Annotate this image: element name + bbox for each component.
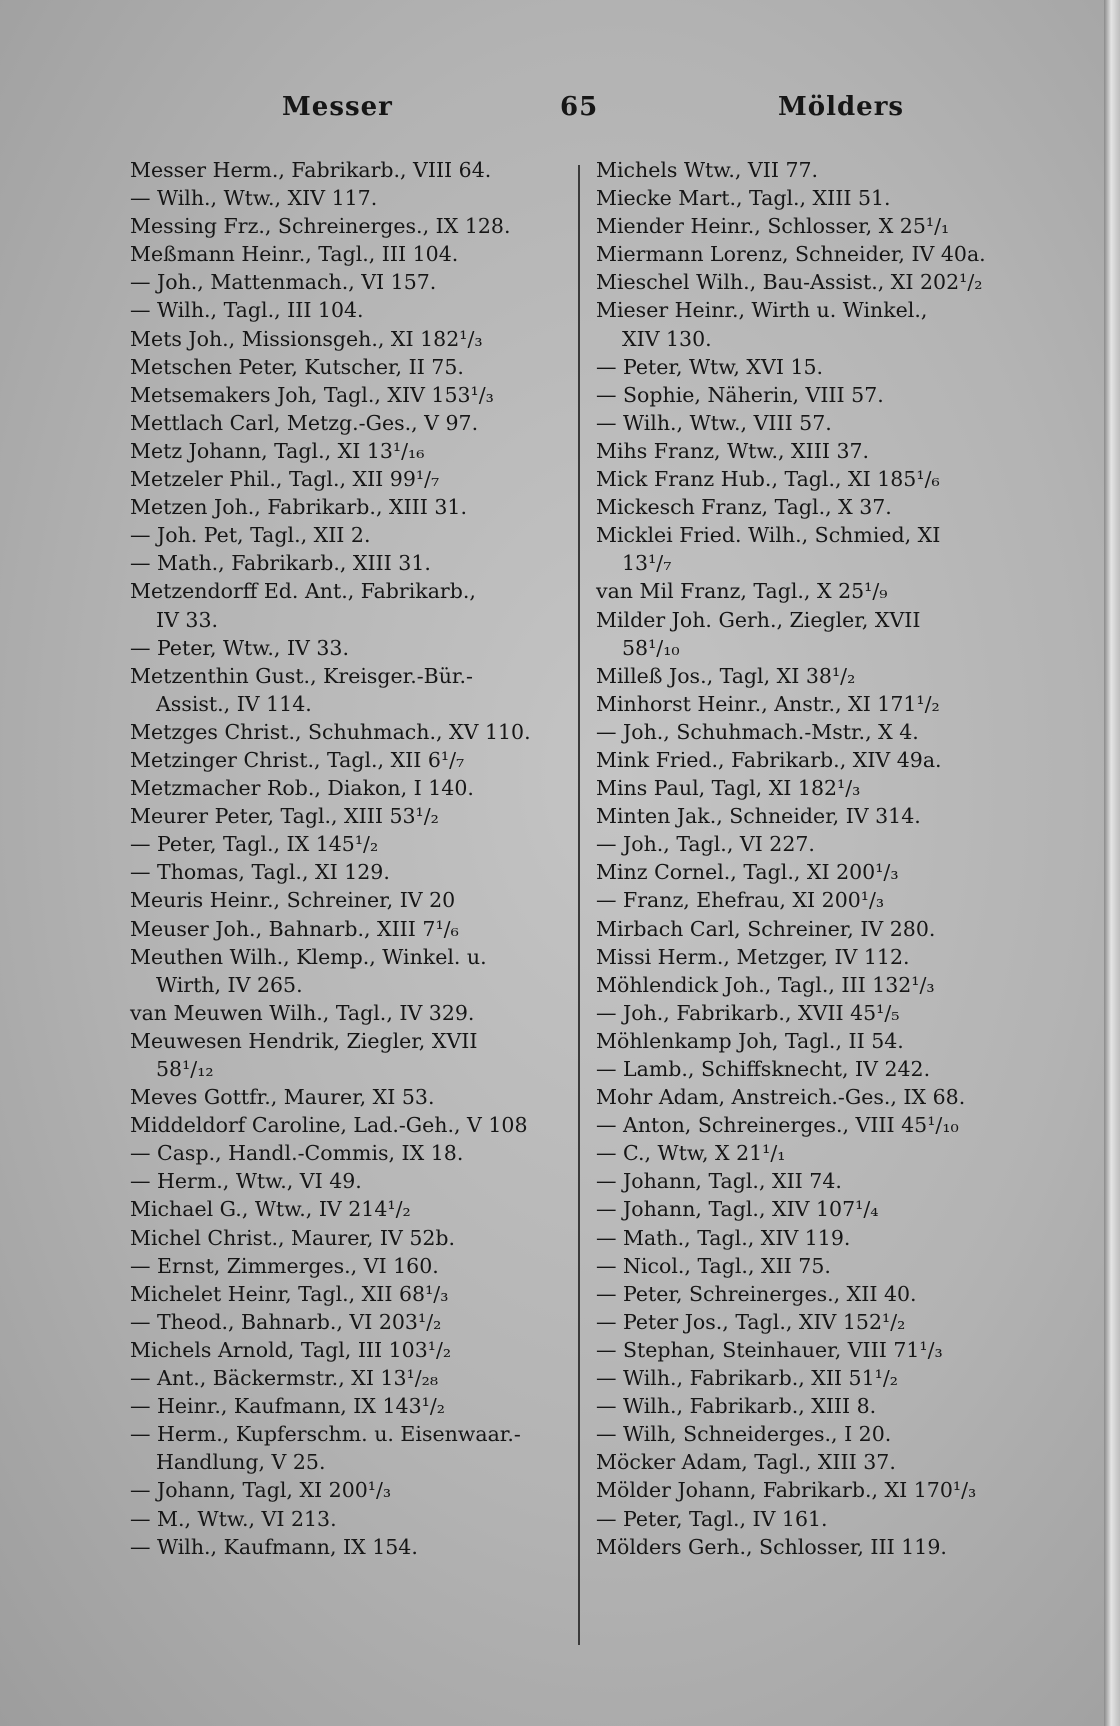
directory-entry: Minten Jak., Schneider, IV 314. [596, 804, 921, 829]
directory-entry: Mins Paul, Tagl, XI 182¹/₃ [596, 776, 861, 801]
directory-entry: — Nicol., Tagl., XII 75. [596, 1253, 831, 1278]
directory-entry: — Theod., Bahnarb., VI 203¹/₂ [130, 1309, 442, 1334]
directory-entry: — Wilh, Schneiderges., I 20. [596, 1422, 892, 1447]
directory-entry: — Johann, Tagl., XIV 107¹/₄ [596, 1197, 879, 1222]
directory-entry: Milleß Jos., Tagl, XI 38¹/₂ [596, 663, 856, 688]
directory-entry: — Wilh., Kaufmann, IX 154. [130, 1534, 418, 1559]
directory-entry: — Wilh., Wtw., XIV 117. [130, 186, 378, 211]
directory-entry: — Lamb., Schiffsknecht, IV 242. [596, 1057, 931, 1081]
header-left-catchword: Messer [282, 92, 393, 122]
directory-entry: Wirth, IV 265. [156, 972, 303, 997]
directory-entry: Metzges Christ., Schuhmach., XV 110. [130, 719, 531, 744]
directory-entry: — Wilh., Tagl., III 104. [130, 298, 364, 323]
directory-entry: — Math., Fabrikarb., XIII 31. [130, 551, 431, 576]
header-right-catchword: Mölders [778, 92, 905, 122]
directory-entry: Metsemakers Joh, Tagl., XIV 153¹/₃ [130, 382, 494, 407]
directory-entry: Metzinger Christ., Tagl., XII 6¹/₇ [130, 747, 465, 772]
directory-entry: Missi Herm., Metzger, IV 112. [596, 944, 910, 969]
directory-entry: Michael G., Wtw., IV 214¹/₂ [130, 1197, 411, 1222]
directory-entry: Mickesch Franz, Tagl., X 37. [596, 495, 892, 520]
directory-entry: — Peter, Schreinerges., XII 40. [596, 1281, 917, 1306]
directory-entry: — Joh., Schuhmach.-Mstr., X 4. [596, 719, 919, 744]
directory-entry: Meßmann Heinr., Tagl., III 104. [130, 242, 459, 267]
directory-entry: van Meuwen Wilh., Tagl., IV 329. [130, 1000, 475, 1025]
directory-entry: Metzeler Phil., Tagl., XII 99¹/₇ [130, 467, 440, 492]
directory-entry: — Franz, Ehefrau, XI 200¹/₃ [596, 888, 885, 913]
directory-entry: Meurer Peter, Tagl., XIII 53¹/₂ [130, 804, 439, 829]
directory-entry: van Mil Franz, Tagl., X 25¹/₉ [596, 579, 888, 604]
directory-entry: Assist., IV 114. [156, 691, 312, 716]
directory-entry: — Math., Tagl., XIV 119. [596, 1225, 851, 1250]
directory-entry: 13¹/₇ [622, 551, 672, 576]
directory-entry: — Joh., Fabrikarb., XVII 45¹/₅ [596, 1000, 900, 1025]
directory-entry: Mets Joh., Missionsgeh., XI 182¹/₃ [130, 326, 483, 351]
directory-entry: — Johann, Tagl, XI 200¹/₃ [130, 1478, 392, 1503]
directory-entry: — Thomas, Tagl., XI 129. [130, 860, 390, 885]
directory-entry: — Peter, Tagl., IV 161. [596, 1506, 828, 1531]
directory-entry: Mölders Gerh., Schlosser, III 119. [596, 1534, 947, 1559]
directory-entry: Metzenthin Gust., Kreisger.-Bür.- [130, 663, 473, 688]
directory-entry: — Peter, Wtw., IV 33. [130, 635, 349, 660]
directory-entry: Mirbach Carl, Schreiner, IV 280. [596, 916, 936, 941]
directory-entry: Mick Franz Hub., Tagl., XI 185¹/₆ [596, 467, 940, 492]
page-number: 65 [560, 92, 599, 122]
directory-entry: Michels Arnold, Tagl, III 103¹/₂ [130, 1337, 452, 1362]
directory-entry: — Herm., Wtw., VI 49. [130, 1169, 362, 1194]
column-divider [578, 165, 580, 1645]
directory-entry: — Peter Jos., Tagl., XIV 152¹/₂ [596, 1309, 906, 1334]
directory-entry: — Ant., Bäckermstr., XI 13¹/₂₈ [130, 1366, 439, 1391]
directory-entry: — Peter, Wtw, XVI 15. [596, 354, 824, 379]
directory-entry: Miermann Lorenz, Schneider, IV 40a. [596, 242, 986, 267]
directory-entry: — Herm., Kupferschm. u. Eisenwaar.- [130, 1422, 521, 1447]
directory-entry: — Joh., Mattenmach., VI 157. [130, 270, 437, 295]
directory-entry: Mettlach Carl, Metzg.-Ges., V 97. [130, 410, 479, 435]
directory-entry: Metzen Joh., Fabrikarb., XIII 31. [130, 495, 467, 520]
page-binding-edge [1104, 0, 1120, 1726]
directory-entry: Miecke Mart., Tagl., XIII 51. [596, 186, 891, 211]
directory-entry: Metzendorff Ed. Ant., Fabrikarb., [130, 579, 476, 604]
directory-entry: Michels Wtw., VII 77. [596, 158, 819, 182]
directory-entry: Meuthen Wilh., Klemp., Winkel. u. [130, 944, 487, 969]
directory-entry: Miender Heinr., Schlosser, X 25¹/₁ [596, 214, 950, 239]
directory-entry: Milder Joh. Gerh., Ziegler, XVII [596, 607, 921, 632]
left-column [130, 156, 570, 1561]
directory-entry: Mihs Franz, Wtw., XIII 37. [596, 438, 870, 463]
directory-entry: Messer Herm., Fabrikarb., VIII 64. [130, 158, 492, 182]
directory-entry: Meves Gottfr., Maurer, XI 53. [130, 1085, 435, 1110]
directory-entry: — Heinr., Kaufmann, IX 143¹/₂ [130, 1394, 445, 1419]
directory-entry: Minz Cornel., Tagl., XI 200¹/₃ [596, 860, 899, 885]
directory-entry: Metschen Peter, Kutscher, II 75. [130, 354, 464, 379]
directory-entry: — Johann, Tagl., XII 74. [596, 1169, 842, 1194]
directory-entry: Mohr Adam, Anstreich.-Ges., IX 68. [596, 1085, 966, 1110]
directory-entry: — Joh., Tagl., VI 227. [596, 832, 815, 857]
directory-entry: XIV 130. [622, 326, 712, 351]
directory-entry: Metzmacher Rob., Diakon, I 140. [130, 776, 474, 801]
directory-entry: Messing Frz., Schreinerges., IX 128. [130, 214, 511, 239]
directory-entry: Michel Christ., Maurer, IV 52b. [130, 1225, 456, 1250]
directory-entry: — Wilh., Wtw., VIII 57. [596, 410, 832, 435]
directory-entry: — M., Wtw., VI 213. [130, 1506, 337, 1531]
directory-entry: Mölder Johann, Fabrikarb., XI 170¹/₃ [596, 1478, 977, 1503]
directory-entry: 58¹/₁₀ [622, 635, 680, 660]
directory-entry: Möhlendick Joh., Tagl., III 132¹/₃ [596, 972, 935, 997]
directory-entry: Meuwesen Hendrik, Ziegler, XVII [130, 1028, 478, 1053]
directory-entry: — C., Wtw, X 21¹/₁ [596, 1141, 786, 1166]
directory-entry: Meuris Heinr., Schreiner, IV 20 [130, 888, 456, 913]
directory-entry: Metz Johann, Tagl., XI 13¹/₁₆ [130, 438, 425, 463]
directory-entry: Micklei Fried. Wilh., Schmied, XI [596, 523, 941, 548]
directory-entry: Minhorst Heinr., Anstr., XI 171¹/₂ [596, 691, 940, 716]
directory-entry: — Wilh., Fabrikarb., XII 51¹/₂ [596, 1366, 898, 1391]
directory-entry: Mieser Heinr., Wirth u. Winkel., [596, 298, 928, 323]
directory-entry: — Wilh., Fabrikarb., XIII 8. [596, 1394, 877, 1419]
directory-entry: Michelet Heinr, Tagl., XII 68¹/₃ [130, 1281, 449, 1306]
directory-entry: 58¹/₁₂ [156, 1057, 214, 1081]
right-column [596, 156, 1036, 1561]
directory-entry: Handlung, V 25. [156, 1450, 326, 1475]
directory-entry: Möhlenkamp Joh, Tagl., II 54. [596, 1028, 904, 1053]
running-header [0, 92, 1120, 132]
directory-entry: — Stephan, Steinhauer, VIII 71¹/₃ [596, 1337, 943, 1362]
directory-entry: IV 33. [156, 607, 219, 632]
directory-entry: — Peter, Tagl., IX 145¹/₂ [130, 832, 379, 857]
directory-entry: Mieschel Wilh., Bau-Assist., XI 202¹/₂ [596, 270, 983, 295]
directory-entry: — Sophie, Näherin, VIII 57. [596, 382, 884, 407]
directory-entry: — Ernst, Zimmerges., VI 160. [130, 1253, 439, 1278]
directory-entry: — Casp., Handl.-Commis, IX 18. [130, 1141, 464, 1166]
directory-entry: Möcker Adam, Tagl., XIII 37. [596, 1450, 896, 1475]
directory-entry: Middeldorf Caroline, Lad.-Geh., V 108 [130, 1113, 528, 1138]
directory-entry: Meuser Joh., Bahnarb., XIII 7¹/₆ [130, 916, 459, 941]
directory-entry: Mink Fried., Fabrikarb., XIV 49a. [596, 747, 942, 772]
directory-entry: — Anton, Schreinerges., VIII 45¹/₁₀ [596, 1113, 959, 1138]
directory-entry: — Joh. Pet, Tagl., XII 2. [130, 523, 371, 548]
